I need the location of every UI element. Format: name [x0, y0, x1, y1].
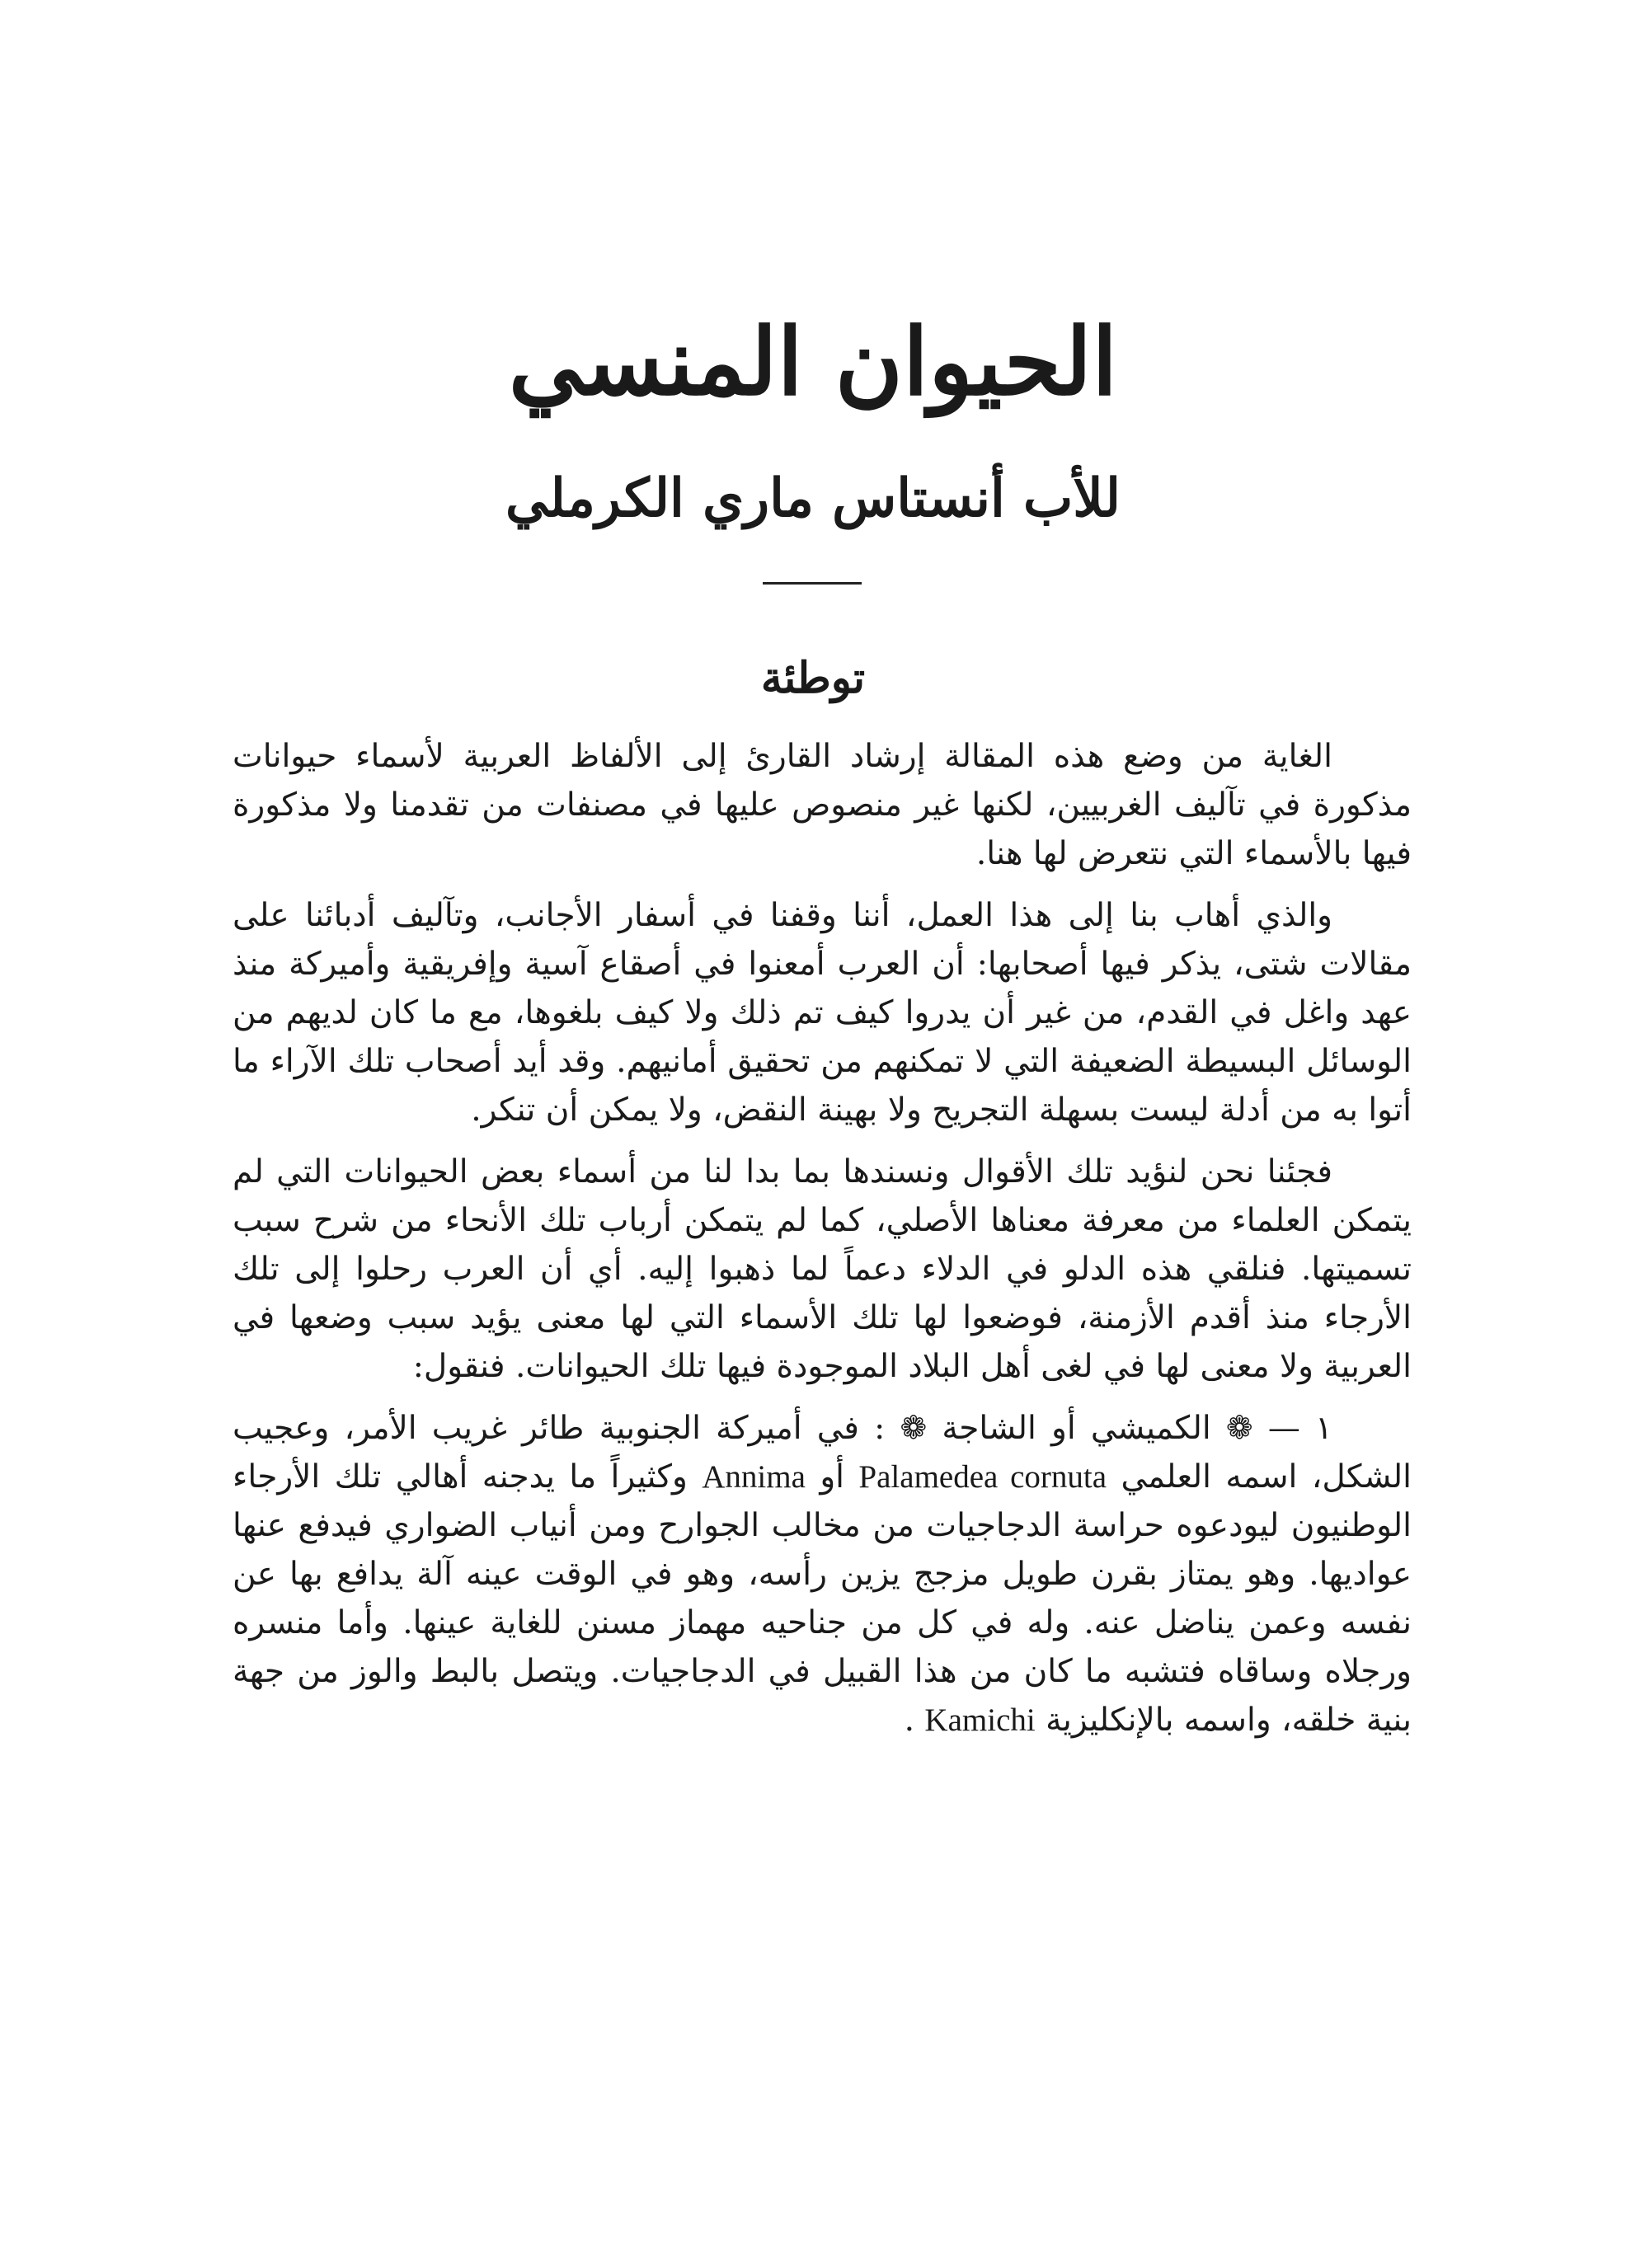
entry-dash: —: [1267, 1410, 1300, 1447]
title-divider: [763, 582, 862, 585]
entry-heading: الكميشي أو الشاجة: [942, 1410, 1211, 1447]
paragraph-3: فجئنا نحن لنؤيد تلك الأقوال ونسندها بما بدا لنا من أسماء بعض الحيوانات التي لم يتمكن العلماء من معرفة معناها الأصلي، كما لم يتمكن أرباب تلك الأنحاء من شرح سبب تسميتها. فنلقي هذه الدلو في الدلاء دعماً لما ذهبوا إليه. أي أن العرب رحلوا إلى تلك الأرجاء منذ أقدم الأزمنة، فوضعوا لها تلك الأسماء التي لها معنى يؤيد سبب وضعها في العربية ولا معنى لها في لغى أهل البلاد الموجودة فيها تلك الحيوانات. فنقول:: [233, 1153, 1412, 1385]
paragraph-1: الغاية من وضع هذه المقالة إرشاد القارئ إلى الألفاظ العربية لأسماء حيوانات مذكورة في تآليف الغربيين، لكنها غير منصوص عليها في مصنفات من تقدمنا ولا مذكورة فيها بالأسماء التي نتعرض لها هنا.: [233, 738, 1412, 872]
entry-text-3: وكثيراً ما يدجنه أهالي تلك الأرجاء الوطنيون ليودعوه حراسة الدجاجيات من مخالب الجوارح ومن أنياب الضواري فيدفع عنها عواديها. وهو يمتاز بقرن طويل مزجج يزين رأسه، وهو في الوقت عينه آلة يدافع بها عن نفسه وعمن يناضل عنه. وله في كل من جناحيه مهماز مسنن للغاية عينها. وأما منسره ورجلاه وساقاه فتشبه ما كان من هذا القبيل في الدجاجيات. ويتصل بالبط والوز من جهة بنية خلقه، واسمه بالإنكليزية: [233, 1458, 1412, 1739]
entry-paragraph: [233, 1404, 1412, 1744]
entry-number: ١: [1315, 1410, 1332, 1447]
alternate-name: Annima: [702, 1459, 806, 1495]
article-title: الحيوان المنسي: [508, 308, 1118, 416]
ornament-icon: ❁: [900, 1410, 928, 1447]
paragraph-2: والذي أهاب بنا إلى هذا العمل، أننا وقفنا في أسفار الأجانب، وتآليف أدبائنا على مقالات شتى، يذكر فيها أصحابها: أن العرب أمعنوا في أصقاع آسية وإفريقية وأميركة منذ عهد واغل في القدم، من غير أن يدروا كيف تم ذلك ولا كيف بلغوها، مع ما كان لديهم من الوسائل البسيطة الضعيفة التي لا تمكنهم من تحقيق أمانيهم. وقد أيد أصحاب تلك الآراء ما أتوا به من أدلة ليست بسهلة التجريح ولا بهينة النقض، ولا يمكن أن تنكر.: [233, 897, 1412, 1129]
section-heading: توطئة: [760, 653, 866, 703]
english-name: Kamichi: [924, 1702, 1036, 1738]
entry-text-1: : في أميركة الجنوبية طائر غريب الأمر، وعجيب الشكل، اسمه العلمي: [233, 1410, 1412, 1496]
article-body: [233, 732, 1412, 1758]
article-author: للأب أنستاس ماري الكرملي: [505, 467, 1121, 529]
entry-text-2: أو: [820, 1458, 844, 1496]
ornament-icon: ❁: [1225, 1410, 1253, 1447]
entry-text-end: .: [904, 1702, 915, 1739]
scientific-name: Palamedea cornuta: [858, 1459, 1107, 1495]
